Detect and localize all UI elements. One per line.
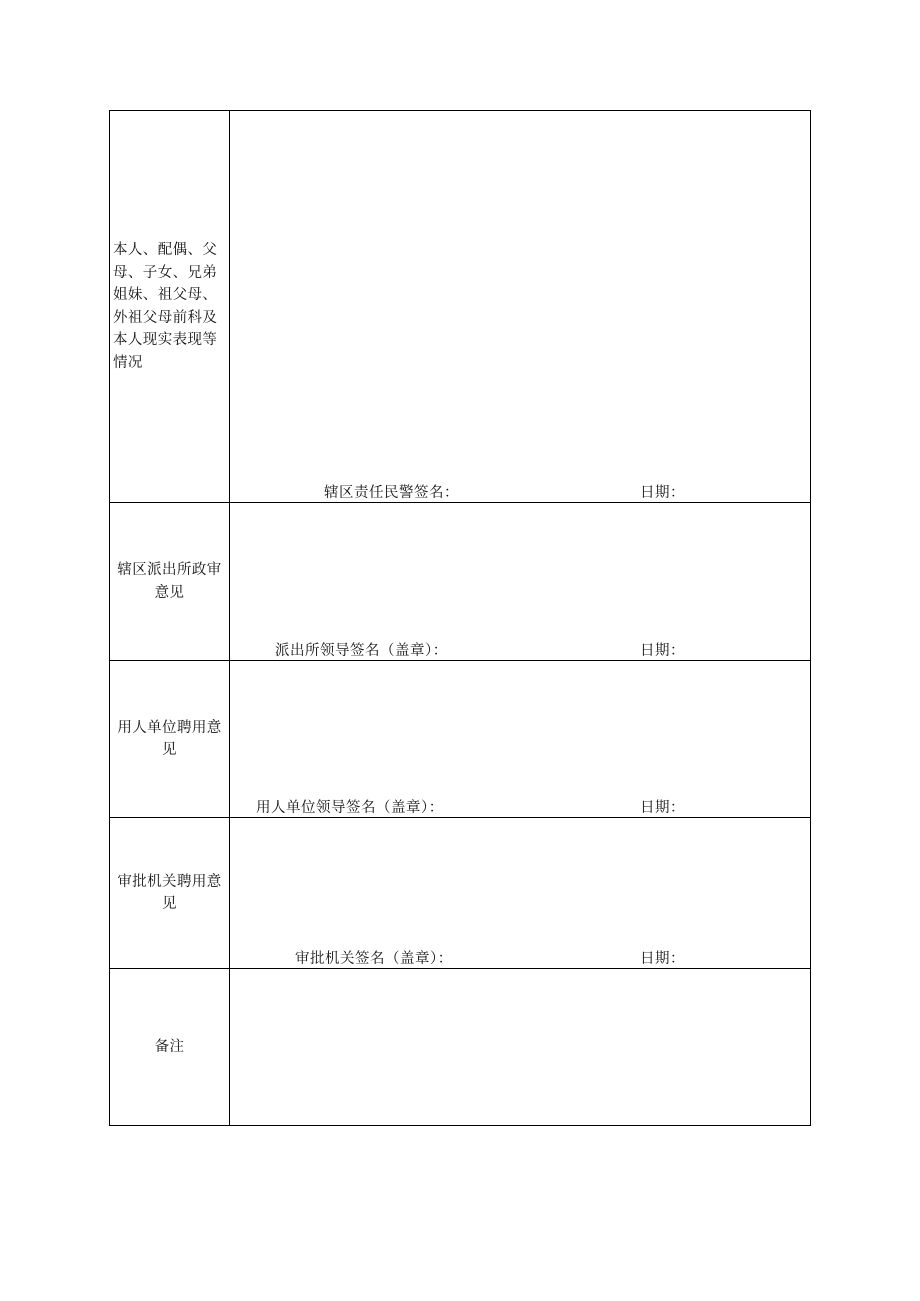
row-label-cell [110,661,230,817]
date-label: 日期： [640,800,685,816]
row-content-cell[interactable] [230,111,810,502]
form-row-police-station-review [110,503,810,661]
row-label-background-record: 本人、配偶、父母、子女、兄弟姐妹、祖父母、外祖父母前科及本人现实表现等情况 [113,242,218,371]
row-label-cell [110,818,230,968]
row-label-cell [110,111,230,502]
row-content-cell[interactable] [230,661,810,817]
date-label: 日期： [640,485,685,501]
row-label-police-station-review: 辖区派出所政审意见 [117,562,222,601]
row-content-cell[interactable] [230,818,810,968]
date-label: 日期： [640,951,685,967]
row-label-cell [110,503,230,660]
form-row-background-record [110,111,810,503]
approval-authority-signature-label: 审批机关签名（盖章）： [295,951,453,967]
row-label-approval-authority-opinion: 审批机关聘用意见 [117,873,222,912]
police-officer-signature-label: 辖区责任民警签名： [324,485,459,501]
row-label-remarks: 备注 [154,1038,185,1055]
form-row-employer-opinion [110,661,810,818]
employer-leader-signature-label: 用人单位领导签名（盖章）： [256,800,444,816]
police-station-leader-signature-label: 派出所领导签名（盖章）： [275,643,448,659]
remarks-content-cell[interactable] [230,969,810,1125]
form-row-approval-authority-opinion [110,818,810,969]
form-row-remarks [110,969,810,1125]
row-label-cell [110,969,230,1125]
date-label: 日期： [640,643,685,659]
row-label-employer-opinion: 用人单位聘用意见 [117,719,222,758]
row-content-cell[interactable] [230,503,810,660]
review-form-table [109,110,811,1126]
